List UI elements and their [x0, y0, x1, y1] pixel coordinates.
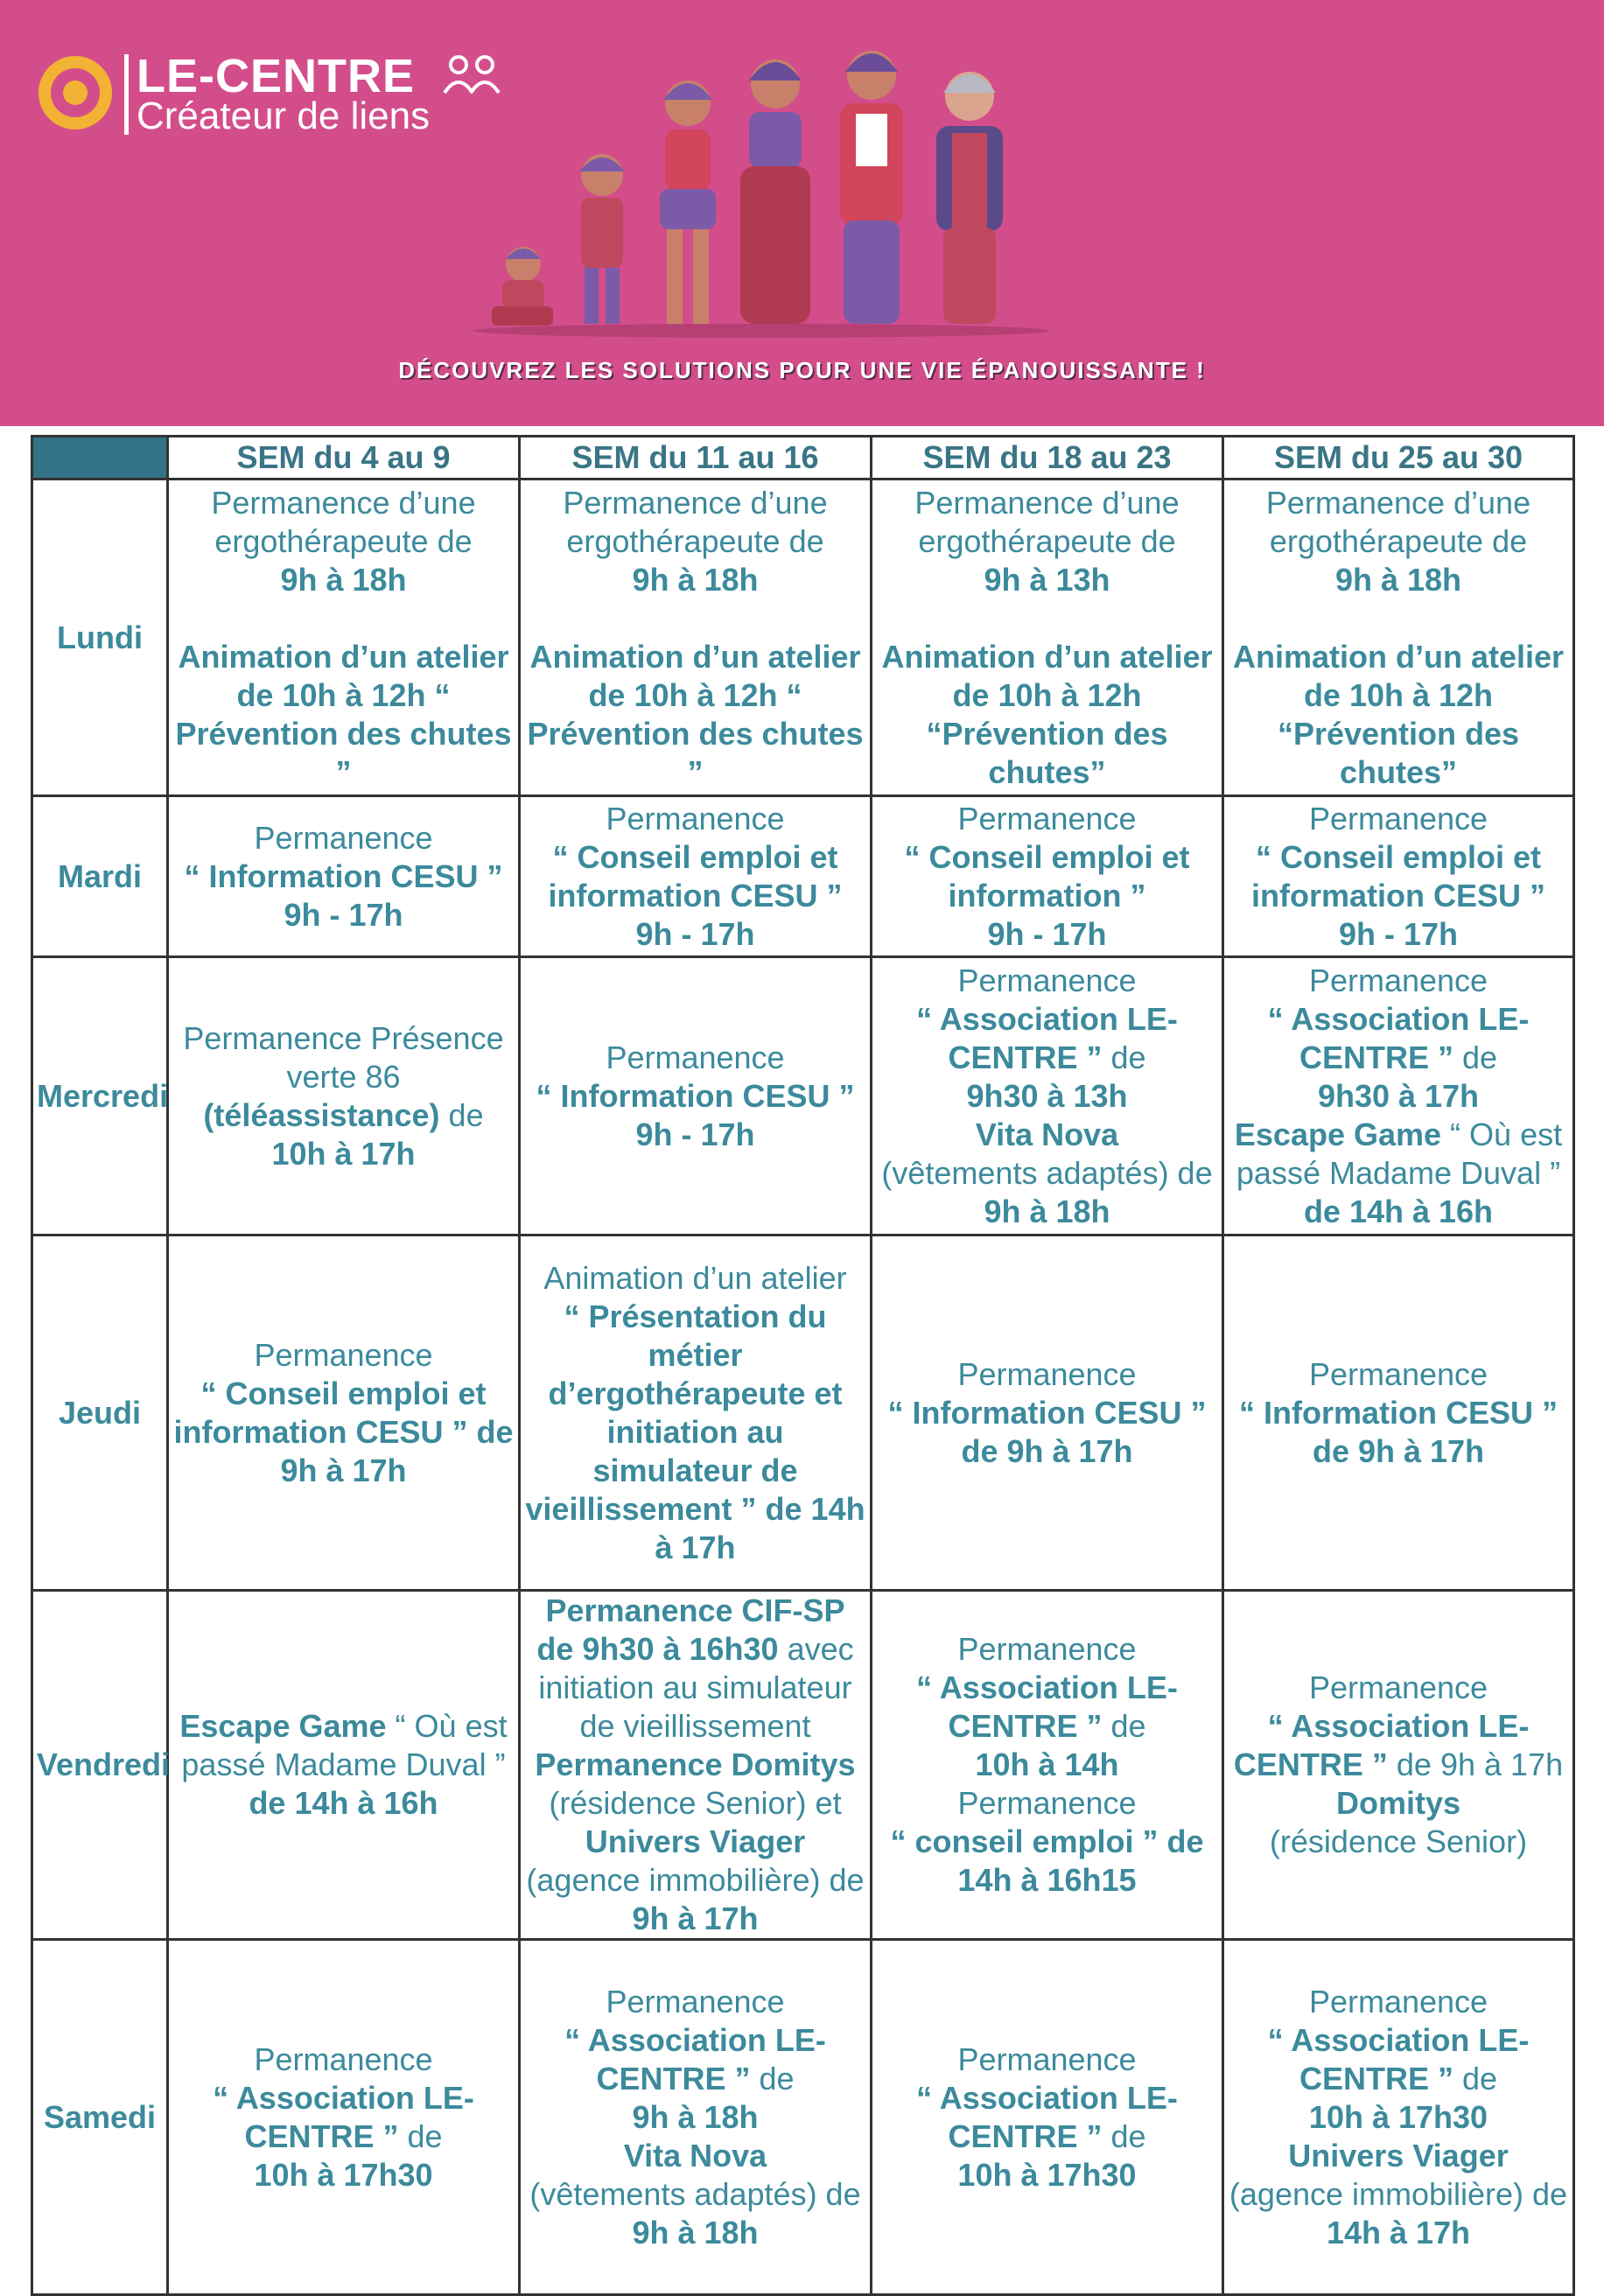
schedule-cell [168, 1940, 520, 2295]
schedule-cell [872, 796, 1223, 957]
cell-text: Permanence [606, 1039, 785, 1075]
schedule-cell [520, 480, 872, 796]
cell-text: Vita Nova [623, 2137, 767, 2174]
cell-time: 10h à 17h [271, 1135, 416, 1172]
cell-text: “ Association LE-CENTRE ” [1267, 2021, 1530, 2096]
schedule-cell [168, 1236, 520, 1591]
cell-text: “ Où est passé Madame Duval ” [181, 1708, 508, 1782]
week-header: SEM du 18 au 23 [872, 437, 1223, 480]
cell-text: Animation d’un atelier de 10h à 12h “Prévention des chutes” [881, 638, 1213, 790]
cell-text: Permanence [606, 800, 785, 836]
cell-time: 10h à 17h30 [254, 2156, 433, 2193]
cell-time: 9h - 17h [635, 1116, 755, 1152]
day-label: Mercredi [32, 957, 168, 1236]
cell-text: “ Conseil emploi et information ” [904, 838, 1190, 914]
schedule-cell [872, 1940, 1223, 2295]
day-label: Samedi [32, 1940, 168, 2295]
schedule-table [31, 435, 1575, 2296]
corner-cell [32, 437, 168, 480]
schedule-cell [1223, 1236, 1574, 1591]
cell-text: Permanence [1308, 1670, 1488, 1705]
cell-text: “ Conseil emploi et information CESU ” de 9h à 17h [173, 1375, 514, 1488]
cell-text: de 9h à 17h [1387, 1746, 1564, 1782]
schedule-cell [168, 957, 520, 1236]
cell-text: Animation d’un atelier de 10h à 12h “ Prévention des chutes ” [527, 638, 864, 790]
schedule-cell [168, 480, 520, 796]
table-row [32, 480, 1574, 796]
cell-time: 9h - 17h [1338, 915, 1459, 952]
cell-text: Escape Game [179, 1708, 387, 1744]
cell-text: Escape Game [1234, 1116, 1442, 1152]
day-label: Lundi [32, 480, 168, 796]
cell-time: 9h à 18h [1334, 561, 1462, 598]
cell-text: (agence immobilière) de [526, 1862, 865, 1898]
week-header: SEM du 25 au 30 [1223, 437, 1574, 480]
schedule-cell [1223, 1591, 1574, 1940]
cell-text: Permanence d’une ergothérapeute de [211, 484, 476, 559]
table-header-row [32, 437, 1574, 480]
cell-text: “ Association LE-CENTRE ” [916, 1670, 1178, 1744]
cell-text: Permanence d’une ergothérapeute de [563, 484, 828, 559]
schedule-cell [520, 1591, 872, 1940]
cell-time: 10h à 17h30 [1308, 2098, 1488, 2135]
cell-time: de 14h à 16h [249, 1785, 438, 1821]
cell-text: Univers Viager [1288, 2137, 1509, 2174]
cell-text: (vêtements adaptés) de [529, 2175, 861, 2212]
schedule-cell [872, 1236, 1223, 1591]
cell-time: 9h à 18h [632, 561, 759, 598]
cell-text: de [398, 2118, 443, 2154]
day-label: Jeudi [32, 1236, 168, 1591]
cell-text: Permanence Présence verte 86 [183, 1019, 504, 1095]
cell-text: “ Information CESU ” de 9h à 17h [1238, 1394, 1558, 1469]
schedule-cell [520, 1236, 872, 1591]
cell-time: 9h - 17h [635, 915, 755, 952]
cell-text: Vita Nova [975, 1116, 1119, 1152]
cell-text: “ Association LE-CENTRE ” [916, 2079, 1178, 2154]
cell-time: 9h à 13h [984, 561, 1110, 598]
cell-text: (agence immobilière) de [1229, 2175, 1568, 2212]
cell-text: “ Conseil emploi et information CESU ” [548, 838, 843, 914]
cell-text: Permanence [957, 1355, 1137, 1392]
cell-time: 14h à 17h [1326, 2214, 1471, 2250]
cell-time: 9h à 17h [632, 1900, 759, 1936]
cell-text: “ Association LE-CENTRE ” [564, 2021, 826, 2096]
cell-text: Animation d’un atelier [543, 1259, 847, 1296]
cell-text: Permanence [254, 2040, 433, 2077]
cell-text: Univers Viager [585, 1824, 806, 1859]
cell-text: “ Conseil emploi et information CESU ” [1250, 838, 1545, 914]
cell-text: Permanence d’une ergothérapeute de [1265, 484, 1531, 559]
table-row [32, 1591, 1574, 1940]
cell-text: “ conseil emploi ” de 14h à 16h15 [890, 1824, 1204, 1898]
table-row [32, 957, 1574, 1236]
schedule-cell [1223, 796, 1574, 957]
cell-text: “ Information CESU ” [536, 1077, 855, 1114]
schedule-cell [1223, 1940, 1574, 2295]
header-banner [0, 0, 1604, 426]
day-label: Mardi [32, 796, 168, 957]
cell-text: de [1453, 1039, 1498, 1075]
schedule-cell [872, 480, 1223, 796]
cell-time: 9h30 à 17h [1317, 1077, 1480, 1114]
cell-text: (téléassistance) [203, 1096, 440, 1133]
cell-text: Permanence [1308, 1355, 1488, 1392]
cell-text: Permanence CIF-SP de 9h30 à 16h30 [536, 1592, 845, 1667]
cell-time: 9h - 17h [284, 896, 403, 933]
cell-text: de [1102, 1708, 1146, 1744]
cell-time: 9h à 18h [632, 2214, 759, 2250]
schedule-cell [872, 957, 1223, 1236]
cell-time: 9h à 18h [280, 561, 407, 598]
logo-divider [124, 54, 129, 135]
cell-text: avec initiation au simulateur de vieillissement [538, 1631, 854, 1744]
brand-name: LE-CENTRE [137, 50, 415, 102]
cell-text: Permanence [957, 1785, 1137, 1821]
cell-text: de [439, 1096, 484, 1133]
cell-text: Permanence [254, 1336, 433, 1373]
cell-text: de [1102, 1039, 1146, 1075]
cell-time: 9h - 17h [987, 915, 1107, 952]
slogan: DÉCOUVREZ LES SOLUTIONS POUR UNE VIE ÉPANOUISSANTE ! [398, 357, 1206, 383]
cell-text: “ Association LE-CENTRE ” [213, 2079, 474, 2154]
cell-text: Permanence [1308, 800, 1488, 836]
schedule-cell [168, 1591, 520, 1940]
cell-text: Permanence [957, 1631, 1137, 1667]
cell-time: 10h à 17h30 [957, 2156, 1137, 2193]
cell-text: “ Information CESU ” de 9h à 17h [887, 1394, 1207, 1469]
cell-text: de [1102, 2118, 1146, 2154]
table-row [32, 796, 1574, 957]
week-header: SEM du 11 au 16 [520, 437, 872, 480]
cell-text: “ Association LE-CENTRE ” [916, 1000, 1178, 1075]
schedule-cell [520, 796, 872, 957]
schedule-cell [872, 1591, 1223, 1940]
brand-tagline: Créateur de liens [137, 94, 431, 137]
cell-text: “ Association LE-CENTRE ” [1267, 1000, 1530, 1075]
cell-text: Animation d’un atelier de 10h à 12h “ Prévention des chutes ” [175, 638, 512, 790]
generations-women-illustration [473, 35, 1138, 359]
cell-text: “ Information CESU ” [184, 858, 503, 894]
cell-text: Permanence [1308, 1983, 1488, 2020]
cell-text: “ Présentation du métier d’ergothérapeute et initiation au simulateur de vieillissement ” de 14h à 17h [525, 1298, 865, 1565]
cell-time: de 14h à 16h [1303, 1193, 1494, 1229]
schedule-cell [520, 1940, 872, 2295]
week-header: SEM du 4 au 9 [168, 437, 520, 480]
cell-time: 10h à 14h [975, 1746, 1119, 1782]
cell-time: 9h à 18h [632, 2098, 759, 2135]
cell-text: de [750, 2060, 795, 2096]
cell-text: Permanence [1308, 962, 1488, 998]
day-label: Vendredi [32, 1591, 168, 1940]
schedule-cell [1223, 480, 1574, 796]
cell-time: 9h à 18h [984, 1193, 1110, 1229]
cell-text: Permanence d’une ergothérapeute de [914, 484, 1180, 559]
cell-text: Animation d’un atelier de 10h à 12h “Prévention des chutes” [1232, 638, 1565, 790]
cell-text: “ Où est passé Madame Duval ” [1236, 1116, 1563, 1191]
schedule-cell [168, 796, 520, 957]
cell-text: Permanence [254, 819, 433, 856]
cell-text: (résidence Senior) et [549, 1785, 842, 1821]
cell-time: 9h30 à 13h [966, 1077, 1128, 1114]
table-row [32, 1236, 1574, 1591]
schedule-cell [520, 957, 872, 1236]
cell-text: (résidence Senior) [1269, 1824, 1528, 1859]
cell-text: Domitys [1335, 1785, 1461, 1821]
cell-text: “ Association LE-CENTRE ” [1233, 1708, 1530, 1782]
table-row [32, 1940, 1574, 2295]
cell-text: Permanence [606, 1983, 785, 2020]
schedule-cell [1223, 957, 1574, 1236]
cell-text: de [1453, 2060, 1498, 2096]
logo-target-center [63, 80, 88, 105]
cell-text: Permanence [957, 2040, 1137, 2077]
cell-text: Permanence [957, 962, 1137, 998]
cell-text: Permanence Domitys [535, 1746, 856, 1782]
cell-text: (vêtements adaptés) de [881, 1154, 1213, 1191]
cell-text: Permanence [957, 800, 1137, 836]
